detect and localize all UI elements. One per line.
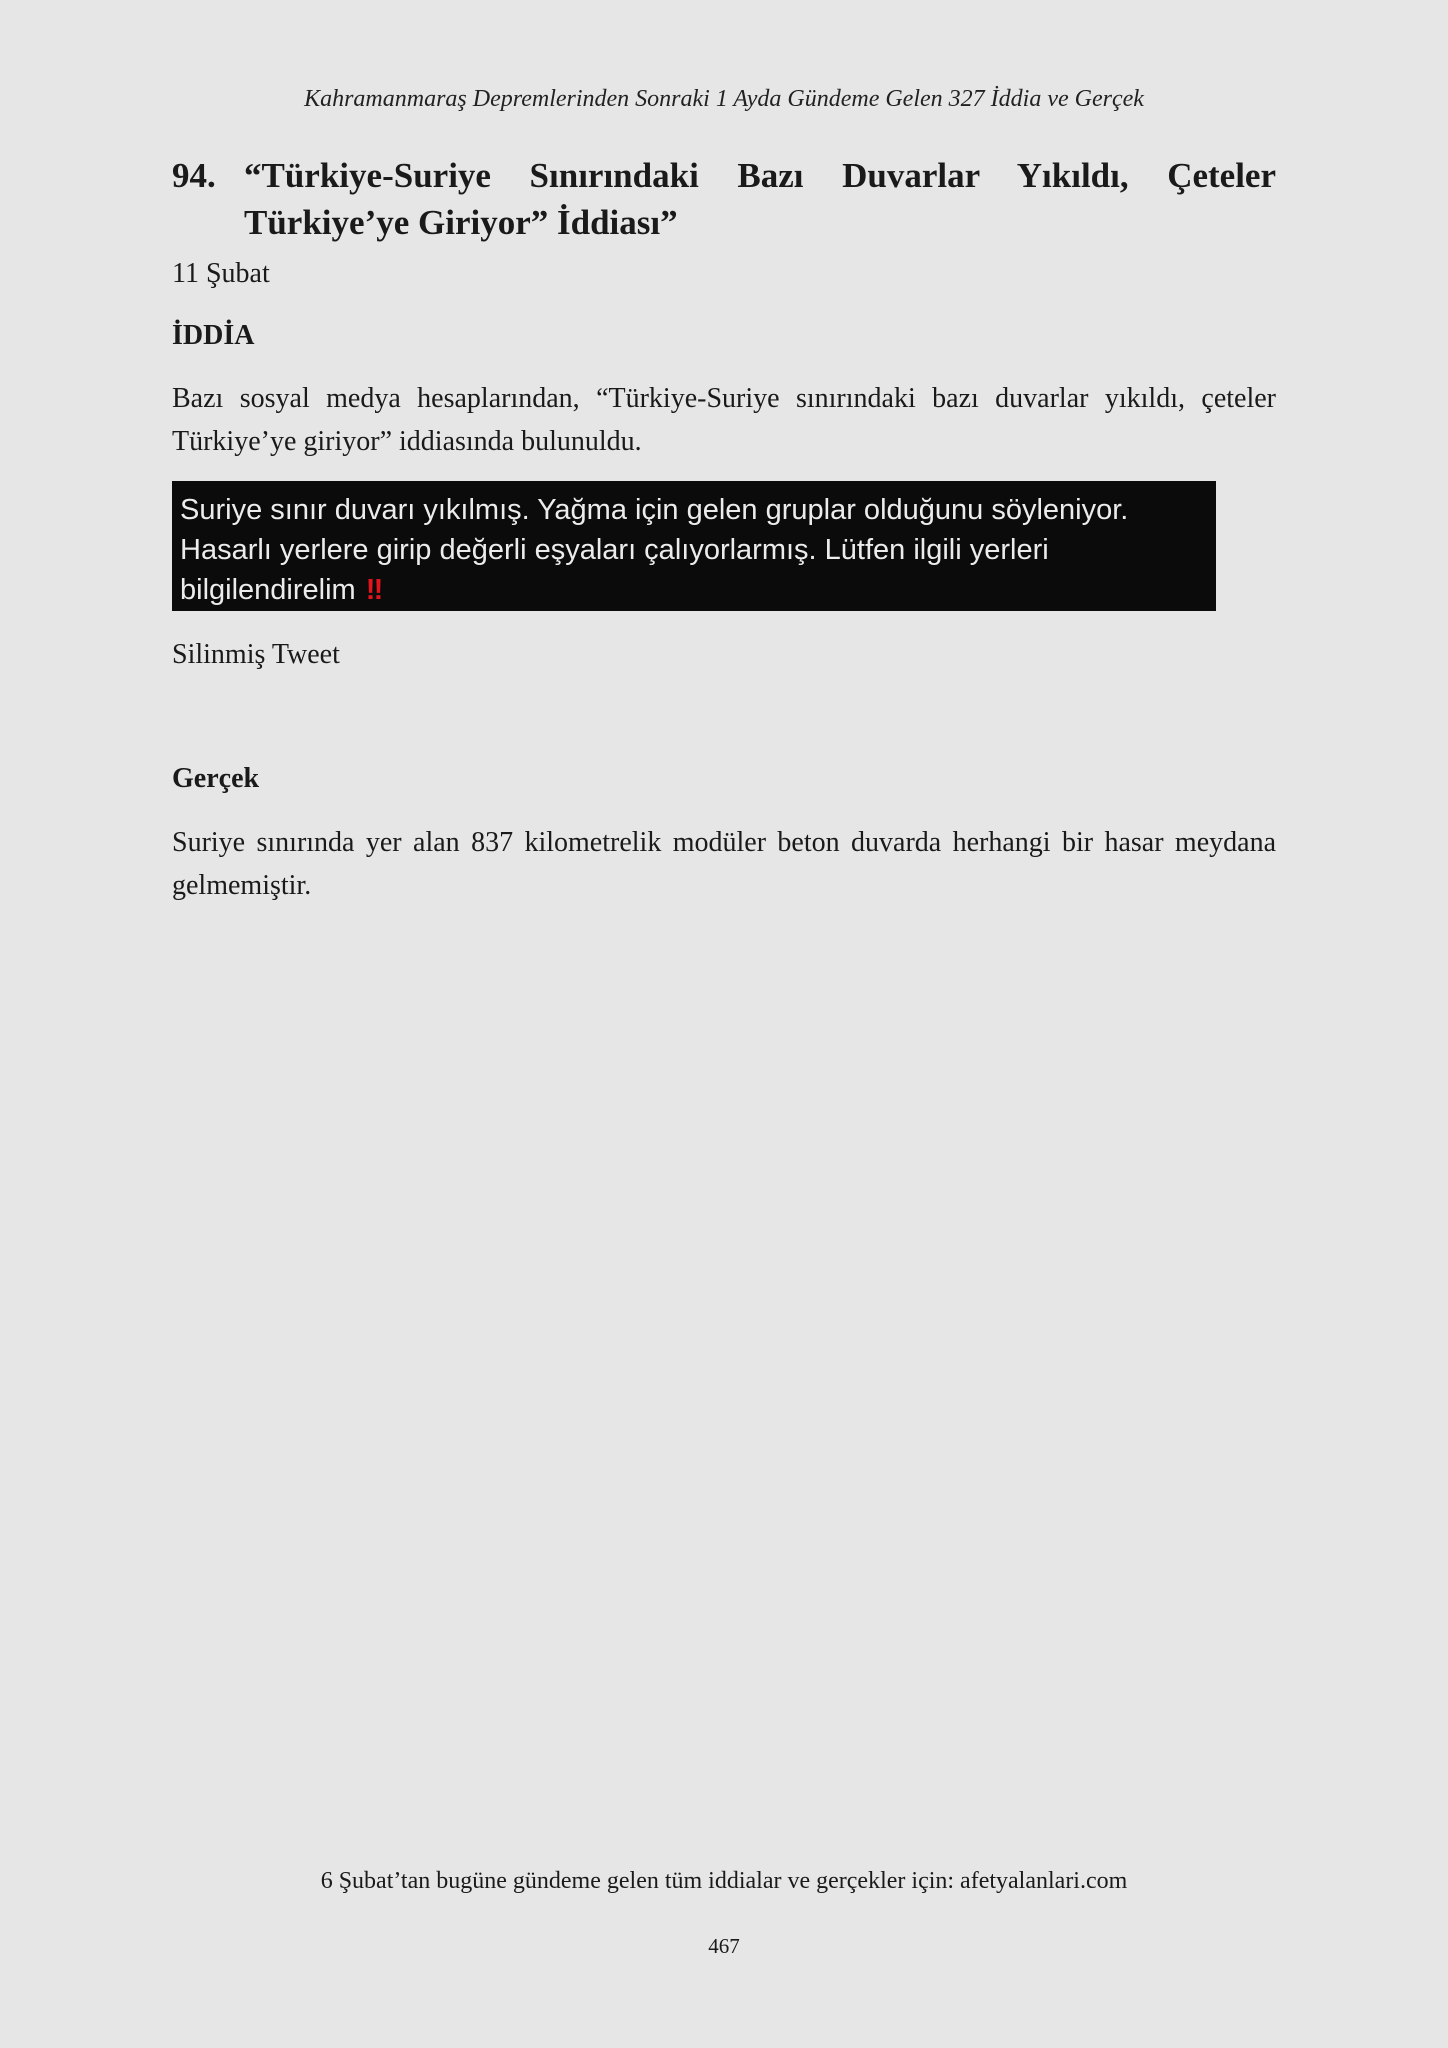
section-number: 94. xyxy=(172,156,216,195)
tweet-screenshot xyxy=(172,481,1216,611)
claim-paragraph: Bazı sosyal medya hesaplarından, “Türkiye-Suriye sınırındaki bazı duvarlar yıkıldı, çeteler Türkiye’ye giriyor” iddiasında bulunuldu. xyxy=(172,383,1276,457)
fact-paragraph: Suriye sınırında yer alan 837 kilometrelik modüler beton duvarda herhangi bir hasar meydana gelmemiştir. xyxy=(172,827,1276,901)
tweet-text: Suriye sınır duvarı yıkılmış. Yağma için gelen gruplar olduğunu söyleniyor. Hasarlı yerlere girip değerli eşyaları çalıyorlarmış. Lütfen ilgili yerleri bilgilendirelim xyxy=(180,494,1129,606)
fact-label: Gerçek xyxy=(172,763,260,794)
tweet-caption: Silinmiş Tweet xyxy=(172,639,340,670)
page-number: 467 xyxy=(708,1934,740,1958)
section-heading xyxy=(172,152,1276,246)
section-title: “Türkiye-Suriye Sınırındaki Bazı Duvarlar Yıkıldı, Çeteler Türkiye’ye Giriyor” İddiası” xyxy=(244,156,1276,242)
running-header: Kahramanmaraş Depremlerinden Sonraki 1 Ayda Gündeme Gelen 327 İddia ve Gerçek xyxy=(304,86,1144,112)
footer-note: 6 Şubat’tan bugüne gündeme gelen tüm iddialar ve gerçekler için: afetyalanlari.com xyxy=(320,1868,1128,1894)
double-exclamation-icon: ‼ xyxy=(365,574,381,606)
claim-label: İDDİA xyxy=(172,320,255,351)
date-line: 11 Şubat xyxy=(172,258,270,289)
